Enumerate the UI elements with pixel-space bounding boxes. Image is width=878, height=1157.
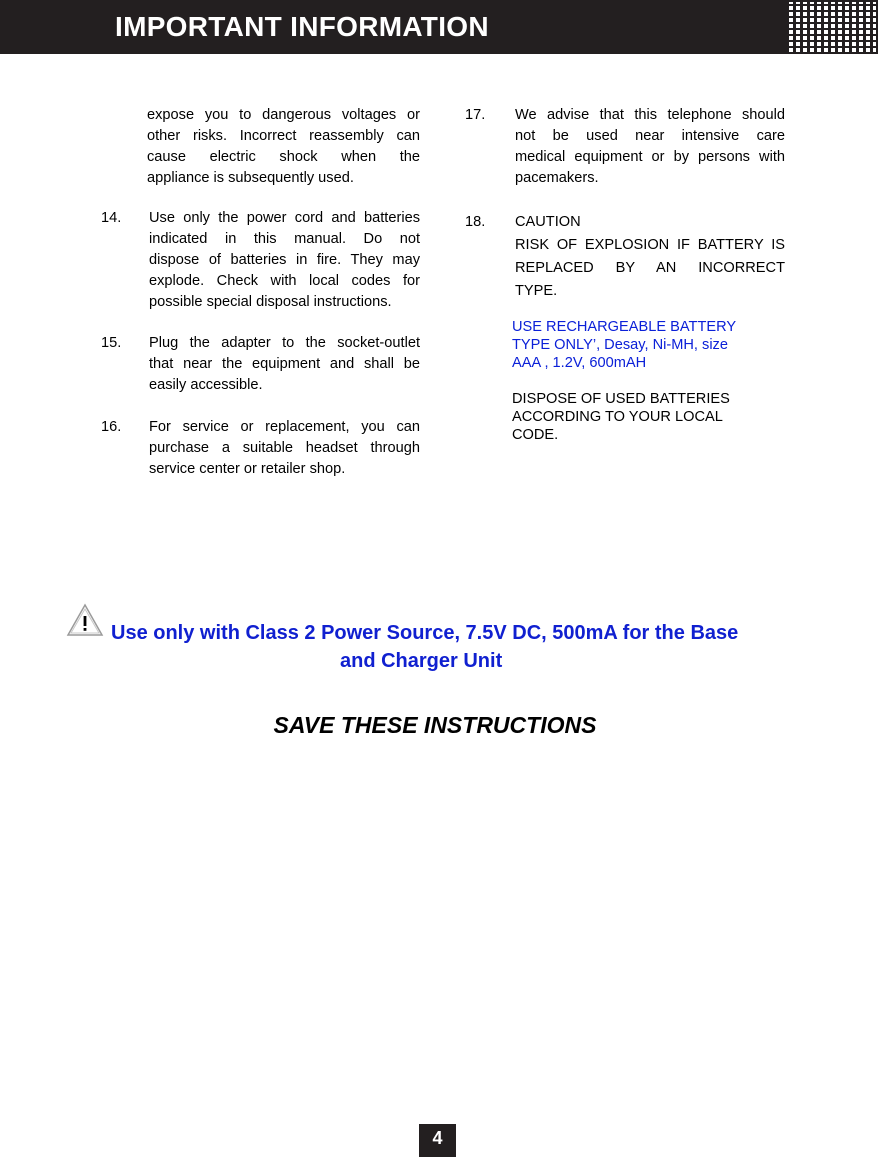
- text-line: other risks. Incorrect reassembly can: [147, 128, 420, 144]
- text-line: that near the equipment and shall be: [149, 356, 420, 372]
- text-line: purchase a suitable headset through: [149, 440, 420, 456]
- save-instructions-title: SAVE THESE INSTRUCTIONS: [273, 712, 597, 738]
- warning-line-2: and Charger Unit: [340, 650, 503, 672]
- text-line: service center or retailer shop.: [149, 461, 346, 477]
- text-line: pacemakers.: [515, 170, 599, 186]
- text-line: REPLACED BY AN INCORRECT: [515, 260, 785, 276]
- item-number: 15.: [101, 335, 122, 351]
- text-line: dispose of batteries in fire. They may: [149, 252, 420, 268]
- text-line: Plug the adapter to the socket-outlet: [149, 335, 420, 351]
- text-line: TYPE ONLY’, Desay, Ni-MH, size: [512, 337, 728, 353]
- text-line: easily accessible.: [149, 377, 263, 393]
- item-number: 18.: [465, 214, 486, 230]
- warning-triangle-icon: [66, 603, 104, 637]
- text-line: explode. Check with local codes for: [149, 273, 420, 289]
- text-line: possible special disposal instructions.: [149, 294, 392, 310]
- text-line: DISPOSE OF USED BATTERIES: [512, 391, 730, 407]
- item-number: 17.: [465, 107, 486, 123]
- text-line: For service or replacement, you can: [149, 419, 420, 435]
- text-line: expose you to dangerous voltages or: [147, 107, 420, 123]
- item-number: 14.: [101, 210, 122, 226]
- page-header: [0, 0, 878, 54]
- caution-heading: CAUTION: [515, 214, 581, 230]
- text-line: We advise that this telephone should: [515, 107, 785, 123]
- text-line: ACCORDING TO YOUR LOCAL: [512, 409, 723, 425]
- page-number: 4: [419, 1124, 456, 1157]
- warning-line-1: Use only with Class 2 Power Source, 7.5V DC, 500mA for the Base: [111, 622, 739, 644]
- text-line: CODE.: [512, 427, 559, 443]
- text-line: Use only the power cord and batteries: [149, 210, 420, 226]
- item-number: 16.: [101, 419, 122, 435]
- header-pattern-decoration: [786, 2, 876, 54]
- header-title: IMPORTANT INFORMATION: [115, 11, 489, 42]
- text-line: RISK OF EXPLOSION IF BATTERY IS: [515, 237, 785, 253]
- text-line: not be used near intensive care: [515, 128, 785, 144]
- text-line: TYPE.: [515, 283, 558, 299]
- text-line: cause electric shock when the: [147, 149, 420, 165]
- text-line: medical equipment or by persons with: [515, 149, 785, 165]
- text-line: appliance is subsequently used.: [147, 170, 354, 186]
- text-line: indicated in this manual. Do not: [149, 231, 420, 247]
- text-line: USE RECHARGEABLE BATTERY: [512, 319, 737, 335]
- text-line: AAA , 1.2V, 600mAH: [512, 355, 647, 371]
